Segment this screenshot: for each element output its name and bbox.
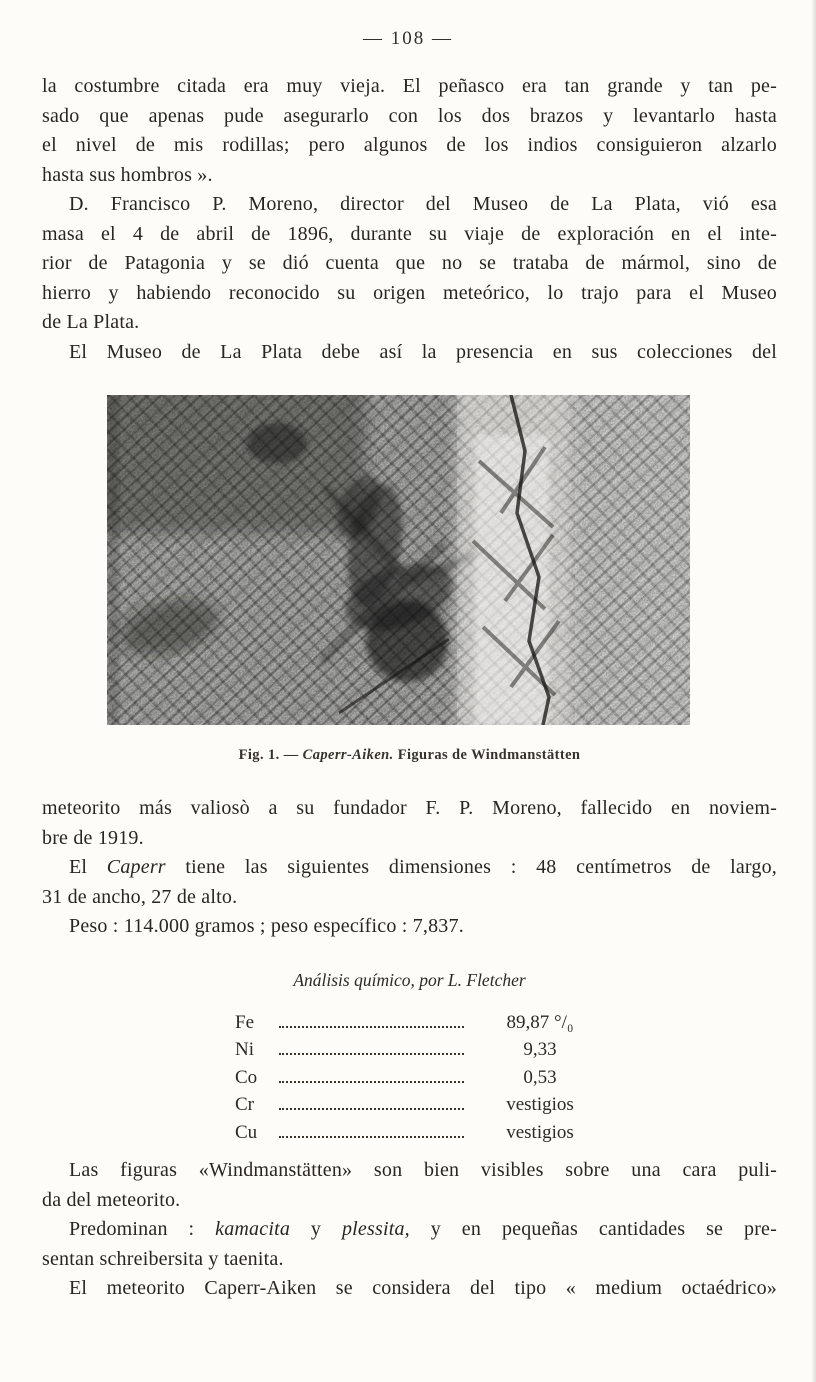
element-symbol: Cr xyxy=(235,1094,254,1115)
paragraph xyxy=(42,853,777,912)
paragraph xyxy=(42,794,777,853)
chemical-analysis-section xyxy=(42,970,777,1147)
paragraph xyxy=(42,338,777,368)
dotted-leader xyxy=(279,1025,464,1028)
figure-caption-text: Figuras de Windmanstätten xyxy=(397,747,581,763)
text-line: Las figuras «Windmanstätten» son bien visibles sobre una cara puli- xyxy=(69,1159,777,1181)
paragraph xyxy=(42,1274,777,1304)
figure-caption-label: Fig. 1. — xyxy=(238,747,299,763)
text-line: hasta sus hombros ». xyxy=(42,163,213,186)
page-number: — 108 — xyxy=(363,28,453,49)
text-line: sentan schreibersita y taenita. xyxy=(42,1247,284,1270)
text-line: bre de 1919. xyxy=(42,826,144,849)
body-text-bottom xyxy=(42,1156,777,1304)
element-value: 0,53 xyxy=(523,1066,557,1088)
element-symbol: Cu xyxy=(235,1121,258,1143)
text-line: da del meteorito. xyxy=(42,1188,181,1211)
analysis-heading: Análisis químico, por L. Fletcher xyxy=(293,969,526,990)
element-symbol: Ni xyxy=(235,1039,254,1060)
analysis-row xyxy=(235,1119,600,1147)
analysis-row xyxy=(235,1009,600,1037)
analysis-row xyxy=(235,1064,600,1092)
paragraph xyxy=(42,912,777,942)
text-line: sado que apenas pude asegurarlo con los dos brazos y levantarlo hasta xyxy=(42,104,777,127)
element-value: vestigios xyxy=(506,1094,574,1115)
element-value: vestigios xyxy=(506,1121,574,1143)
element-value: 9,33 xyxy=(523,1039,557,1060)
text-line: El Museo de La Plata debe así la presencia en sus colecciones del xyxy=(69,340,777,363)
dotted-leader xyxy=(279,1080,464,1083)
paragraph xyxy=(42,72,777,190)
text-line: Peso : 114.000 gramos ; peso específico : 7,837. xyxy=(69,915,464,937)
element-value: 89,87 °/₀ xyxy=(506,1011,574,1033)
text-line: Predominan : kamacita y plessita, y en pequeñas cantidades se pre- xyxy=(69,1218,777,1240)
paragraph xyxy=(42,190,777,338)
dotted-leader xyxy=(279,1052,464,1055)
paragraph xyxy=(42,1215,777,1274)
text-line: 31 de ancho, 27 de alto. xyxy=(42,885,238,908)
dotted-leader xyxy=(279,1107,464,1110)
text-line: El meteorito Caperr-Aiken se considera del tipo « medium octaédrico» xyxy=(69,1277,777,1299)
analysis-row xyxy=(235,1036,600,1064)
dotted-leader xyxy=(279,1135,464,1138)
text-line: hierro y habiendo reconocido su origen meteórico, lo trajo para el Museo xyxy=(42,281,777,304)
text-line: la costumbre citada era muy vieja. El peñasco era tan grande y tan pe- xyxy=(42,75,777,97)
element-symbol: Fe xyxy=(235,1011,254,1033)
text-line: masa el 4 de abril de 1896, durante su viaje de exploración en el inte- xyxy=(42,222,777,245)
analysis-table xyxy=(235,1009,600,1147)
figure-caption-title: Caperr-Aiken. xyxy=(302,747,394,763)
text-line: D. Francisco P. Moreno, director del Museo de La Plata, vió esa xyxy=(69,193,777,215)
text-line: de La Plata. xyxy=(42,311,140,333)
text-line: meteorito más valiosò a su fundador F. P. Moreno, fallecido en noviem- xyxy=(42,797,777,819)
figure-caption xyxy=(42,747,777,764)
text-line: El Caperr tiene las siguientes dimensiones : 48 centímetros de largo, xyxy=(69,856,778,878)
page-content xyxy=(0,72,816,1304)
meteorite-photo xyxy=(107,395,690,725)
element-symbol: Co xyxy=(235,1066,258,1088)
body-text-top xyxy=(42,72,777,367)
text-line: el nivel de mis rodillas; pero algunos de los indios consiguieron alzarlo xyxy=(42,134,777,156)
paragraph xyxy=(42,1156,777,1215)
text-line: rior de Patagonia y se dió cuenta que no se trataba de mármol, sino de xyxy=(42,252,777,274)
body-text-middle xyxy=(42,794,777,942)
figure-1 xyxy=(107,395,690,725)
analysis-row xyxy=(235,1091,600,1119)
